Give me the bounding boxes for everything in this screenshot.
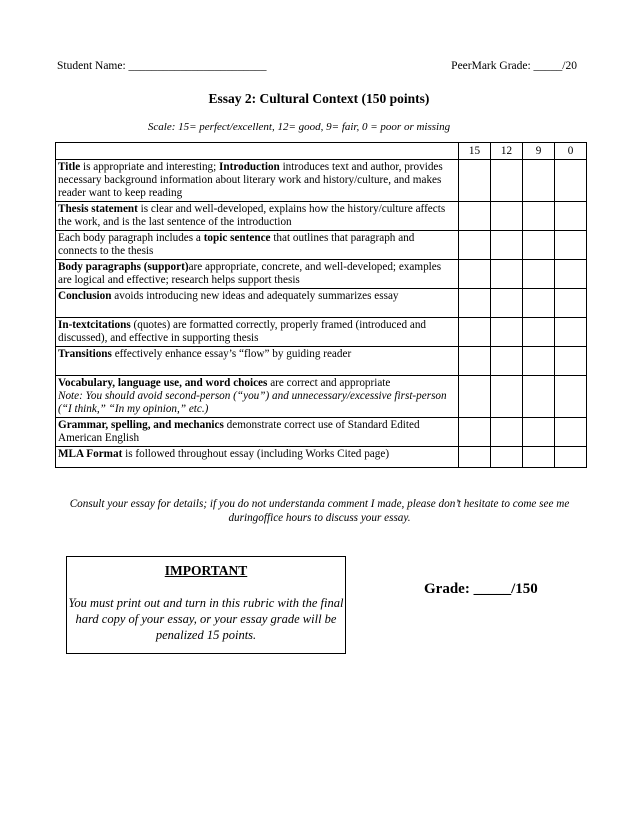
criterion-citations: In-textcitations (quotes) are formatted correctly, properly framed (introduced and discussed), and effective in supporting thesis: [56, 318, 459, 347]
consult-note: Consult your essay for details; if you do not understanda comment I made, please don’t hesitate to come see me duringoffice hours to discuss your essay.: [69, 498, 570, 524]
table-row: [56, 231, 587, 260]
header-line: [57, 60, 577, 72]
score-cell[interactable]: [555, 376, 587, 418]
score-cell[interactable]: [523, 376, 555, 418]
criterion-thesis: Thesis statement is clear and well-developed, explains how the history/culture affects the work, and is the last sentence of the introduction: [56, 202, 459, 231]
score-cell[interactable]: [491, 447, 523, 468]
score-cell[interactable]: [555, 260, 587, 289]
table-row: [56, 318, 587, 347]
student-name-field: Student Name: ________________________: [57, 60, 267, 72]
score-cell[interactable]: [523, 418, 555, 447]
score-cell[interactable]: [491, 160, 523, 202]
score-cell[interactable]: [459, 318, 491, 347]
criterion-vocabulary: Vocabulary, language use, and word choices are correct and appropriate Note: You should avoid second-person (“you”) and unnecessary/excessive first-person (“I think,” “In my opinion,” etc.): [56, 376, 459, 418]
score-header-15: 15: [459, 143, 491, 160]
score-cell[interactable]: [459, 447, 491, 468]
score-cell[interactable]: [491, 202, 523, 231]
important-notice-box: [66, 556, 346, 654]
score-cell[interactable]: [555, 160, 587, 202]
table-row: [56, 447, 587, 468]
score-header-12: 12: [491, 143, 523, 160]
table-row: [56, 347, 587, 376]
score-cell[interactable]: [555, 447, 587, 468]
score-cell[interactable]: [523, 447, 555, 468]
score-cell[interactable]: [523, 202, 555, 231]
score-cell[interactable]: [491, 289, 523, 318]
score-cell[interactable]: [555, 289, 587, 318]
score-cell[interactable]: [459, 418, 491, 447]
score-cell[interactable]: [491, 318, 523, 347]
score-header-0: 0: [555, 143, 587, 160]
criterion-grammar: Grammar, spelling, and mechanics demonstrate correct use of Standard Edited American English: [56, 418, 459, 447]
criterion-conclusion: Conclusion avoids introducing new ideas and adequately summarizes essay: [56, 289, 459, 318]
score-cell[interactable]: [491, 231, 523, 260]
table-row: [56, 418, 587, 447]
score-cell[interactable]: [555, 231, 587, 260]
score-cell[interactable]: [459, 231, 491, 260]
score-cell[interactable]: [555, 347, 587, 376]
score-cell[interactable]: [555, 202, 587, 231]
score-cell[interactable]: [523, 160, 555, 202]
score-cell[interactable]: [491, 376, 523, 418]
criteria-header-cell: [56, 143, 459, 160]
score-cell[interactable]: [459, 347, 491, 376]
table-row: [56, 160, 587, 202]
important-text: You must print out and turn in this rubric with the final hard copy of your essay, or your essay grade will be penalized 15 points.: [68, 596, 344, 642]
document-title: Essay 2: Cultural Context (150 points): [208, 91, 430, 106]
score-cell[interactable]: [491, 260, 523, 289]
table-row: [56, 376, 587, 418]
criterion-title-introduction: Title is appropriate and interesting; Introduction introduces text and author, provides necessary background information about literary work and history/culture, and makes reader want to keep reading: [56, 160, 459, 202]
criterion-topic-sentence: Each body paragraph includes a topic sentence that outlines that paragraph and connects to the thesis: [56, 231, 459, 260]
rubric-table: [55, 142, 587, 468]
scale-description: Scale: 15= perfect/excellent, 12= good, 9= fair, 0 = poor or missing: [147, 121, 451, 133]
score-header-9: 9: [523, 143, 555, 160]
table-row: [56, 289, 587, 318]
final-grade-field: Grade: _____/150: [424, 581, 538, 597]
score-cell[interactable]: [459, 160, 491, 202]
second-person-note: Note: You should avoid second-person (“you”) and unnecessary/excessive first-person (“I think,” “In my opinion,” etc.): [58, 390, 447, 415]
score-cell[interactable]: [491, 347, 523, 376]
score-cell[interactable]: [459, 260, 491, 289]
score-cell[interactable]: [523, 318, 555, 347]
score-cell[interactable]: [459, 202, 491, 231]
criterion-mla-format: MLA Format is followed throughout essay (including Works Cited page): [56, 447, 459, 468]
score-cell[interactable]: [459, 289, 491, 318]
score-cell[interactable]: [459, 376, 491, 418]
peermark-grade-field: PeerMark Grade: _____/20: [451, 60, 577, 72]
score-header-row: [56, 143, 587, 160]
criterion-body-paragraphs: Body paragraphs (support)are appropriate, concrete, and well-developed; examples are logical and effective; research helps support thesis: [56, 260, 459, 289]
score-cell[interactable]: [523, 260, 555, 289]
table-row: [56, 260, 587, 289]
score-cell[interactable]: [523, 231, 555, 260]
important-heading: IMPORTANT: [164, 563, 248, 578]
criterion-transitions: Transitions effectively enhance essay’s “flow” by guiding reader: [56, 347, 459, 376]
score-cell[interactable]: [555, 418, 587, 447]
score-cell[interactable]: [491, 418, 523, 447]
table-row: [56, 202, 587, 231]
score-cell[interactable]: [523, 289, 555, 318]
score-cell[interactable]: [555, 318, 587, 347]
score-cell[interactable]: [523, 347, 555, 376]
